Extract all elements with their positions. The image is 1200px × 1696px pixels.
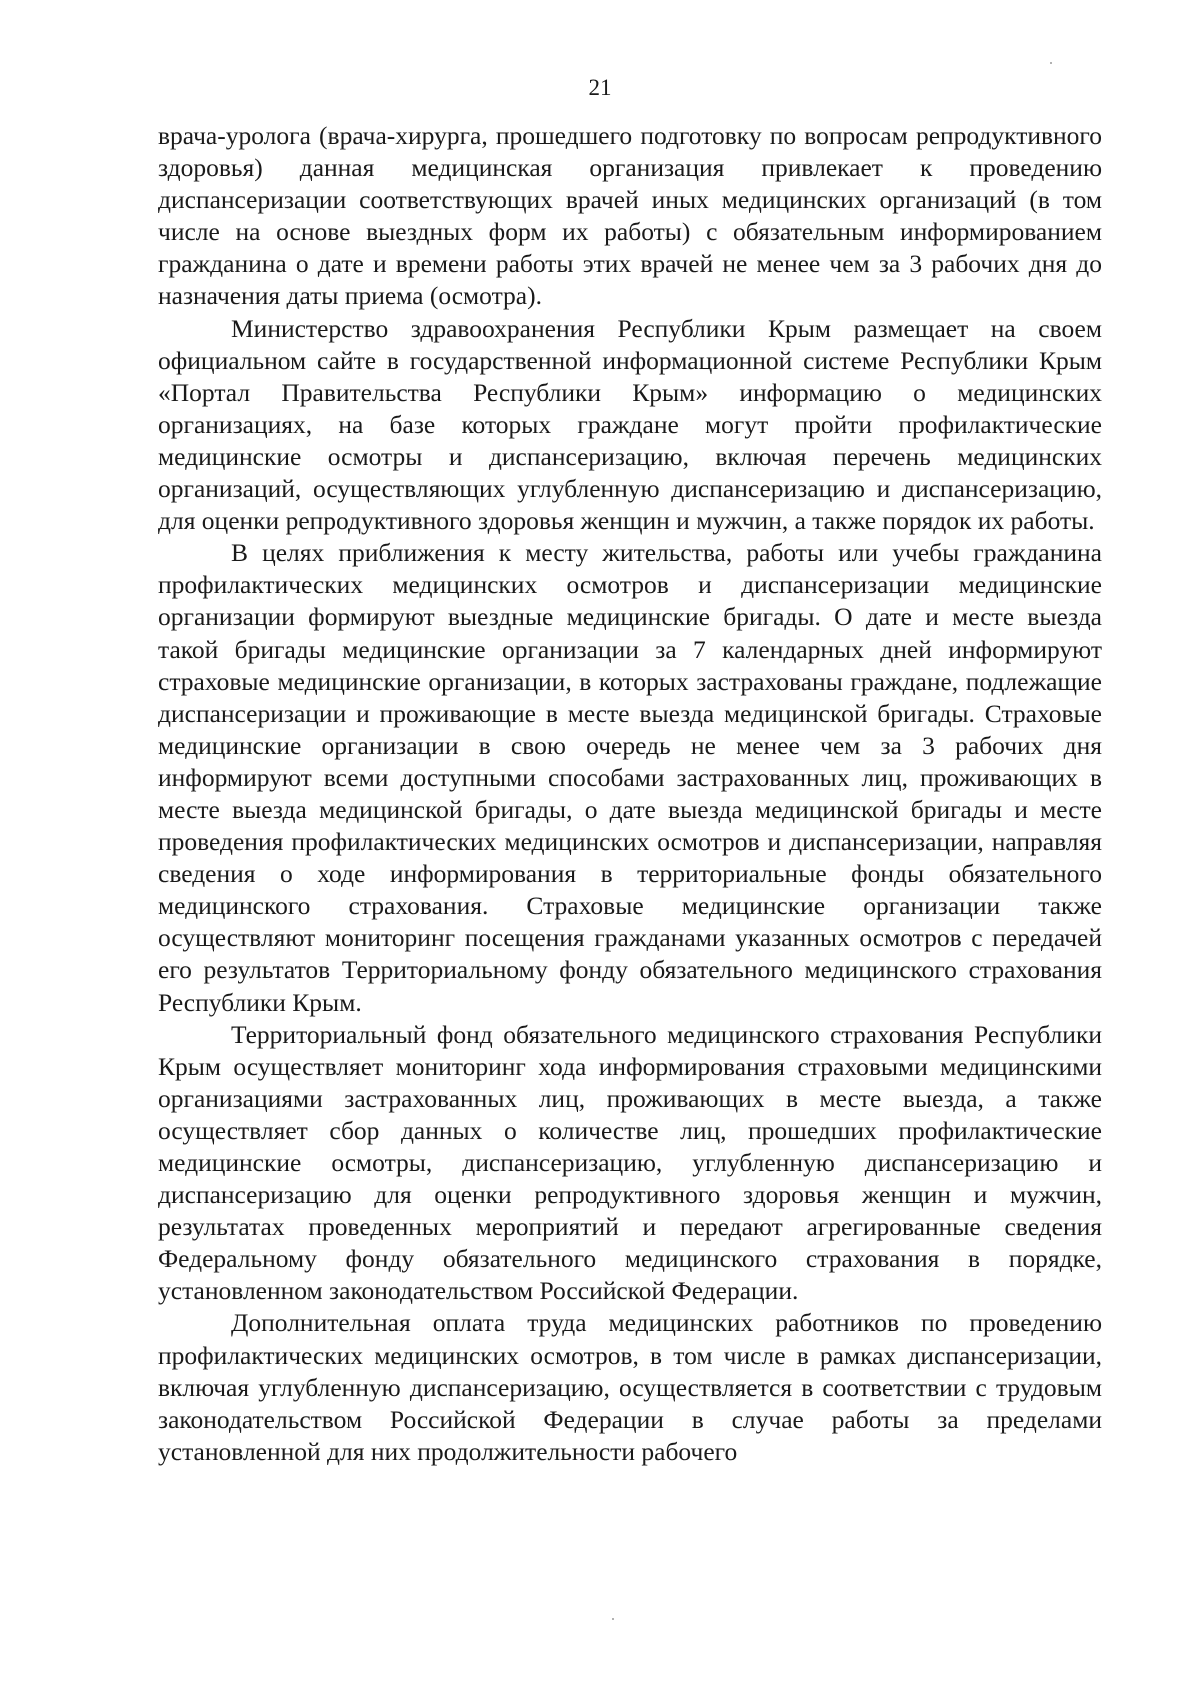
paragraph-continuation: врача-уролога (врача-хирурга, прошедшего подготовку по вопросам репродуктивного здоровья) данная медицинская организация привлекает к проведению диспансеризации соответствующих врачей иных медицинских организаций (в том числе на основе выездных форм их работы) с обязательным информированием гражданина о дате и времени работы этих врачей не менее чем за 3 рабочих дня до назначения даты приема (осмотра).	[158, 121, 1102, 311]
page-number: 21	[588, 75, 612, 100]
paragraph-ministry-website: Министерство здравоохранения Республики Крым размещает на своем официальном сайте в государственной информационной системе Республики Крым «Портал Правительства Республики Крым» информацию о медицинских организациях, на базе которых граждане могут пройти профилактические медицинские осмотры и диспансеризацию, включая перечень медицинских организаций, осуществляющих углубленную диспансеризацию и диспансеризацию, для оценки репродуктивного здоровья женщин и мужчин, а также порядок их работы.	[158, 313, 1102, 536]
scan-speck	[1050, 62, 1052, 64]
paragraph-additional-pay: Дополнительная оплата труда медицинских работников по проведению профилактических медицинских осмотров, в том числе в рамках диспансеризации, включая углубленную диспансеризацию, осуществляется в соответствии с трудовым законодательством Российской Федерации в случае работы за пределами установленной для них продолжительности рабочего	[158, 1308, 1102, 1466]
paragraph-mobile-brigades: В целях приближения к месту жительства, работы или учебы гражданина профилактических медицинских осмотров и диспансеризации медицинские организации формируют выездные медицинские бригады. О дате и месте выезда такой бригады медицинские организации за 7 календарных дней информируют страховые медицинские организации, в которых застрахованы граждане, подлежащие диспансеризации и проживающие в месте выезда медицинской бригады. Страховые медицинские организации в свою очередь не менее чем за 3 рабочих дня информируют всеми доступными способами застрахованных лиц, проживающих в месте выезда медицинской бригады, о дате выезда медицинской бригады и месте проведения профилактических медицинских осмотров и диспансеризации, направляя сведения о ходе информирования в территориальные фонды обязательного медицинского страхования. Страховые медицинские организации также осуществляют мониторинг посещения гражданами указанных осмотров с передачей его результатов Территориальному фонду обязательного медицинского страхования Республики Крым.	[158, 538, 1102, 1017]
paragraph-territorial-fund: Территориальный фонд обязательного медицинского страхования Республики Крым осуществляет мониторинг хода информирования страховыми медицинскими организациями застрахованных лиц, проживающих в месте выезда, а также осуществляет сбор данных о количестве лиц, прошедших профилактические медицинские осмотры, диспансеризацию, углубленную диспансеризацию и диспансеризацию для оценки репродуктивного здоровья женщин и мужчин, результатах проведенных мероприятий и передают агрегированные сведения Федеральному фонду обязательного медицинского страхования в порядке, установленном законодательством Российской Федерации.	[158, 1019, 1102, 1306]
scan-speck	[612, 1618, 614, 1620]
document-body	[158, 120, 1102, 1468]
